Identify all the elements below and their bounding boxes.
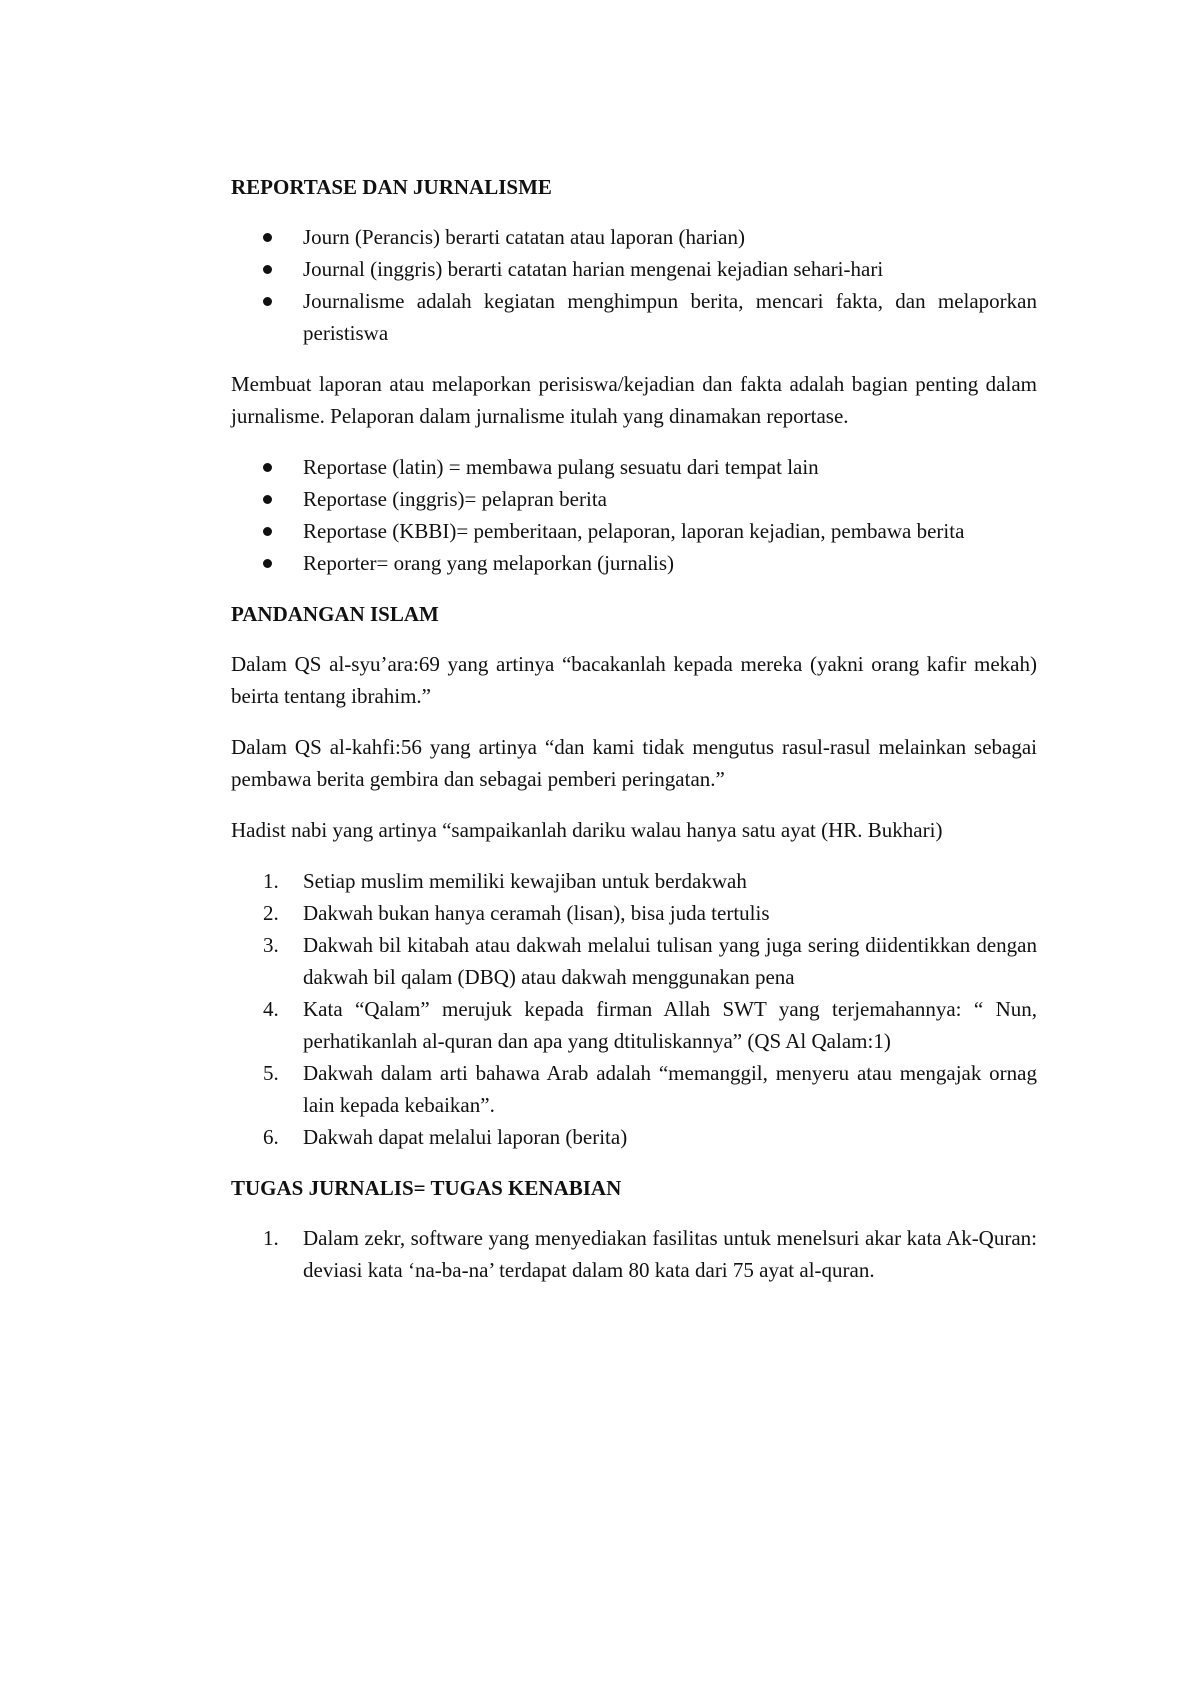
list-item: Reportase (inggris)= pelapran berita: [303, 483, 1037, 515]
bullet-icon: [263, 559, 272, 568]
paragraph-qs-syuara: Dalam QS al-syu’ara:69 yang artinya “bacakanlah kepada mereka (yakni orang kafir mekah) beirta tentang ibrahim.”: [231, 652, 1037, 708]
bullet-icon: [263, 233, 272, 242]
list-item: Reporter= orang yang melaporkan (jurnalis): [303, 547, 1037, 579]
list-item: Journ (Perancis) berarti catatan atau laporan (harian): [303, 221, 1037, 253]
list-item: Reportase (KBBI)= pemberitaan, pelaporan, laporan kejadian, pembawa berita: [303, 515, 1037, 547]
list-item: Reportase (latin) = membawa pulang sesuatu dari tempat lain: [303, 451, 1037, 483]
bullet-list-reportase-terms: [231, 451, 1037, 579]
paragraph-qs-kahfi: Dalam QS al-kahfi:56 yang artinya “dan kami tidak mengutus rasul-rasul melainkan sebagai pembawa berita gembira dan sebagai pemberi peringatan.”: [231, 735, 1037, 791]
list-item: Journalisme adalah kegiatan menghimpun berita, mencari fakta, dan melaporkan peristiswa: [303, 285, 1037, 349]
list-item: 1. Dalam zekr, software yang menyediakan fasilitas untuk menelsuri akar kata Ak-Quran: deviasi kata ‘na-ba-na’ terdapat dalam 80 kata dari 75 ayat al-quran.: [263, 1226, 1037, 1282]
list-item: 5. Dakwah dalam arti bahawa Arab adalah “memanggil, menyeru atau mengajak ornag lain kepada kebaikan”.: [263, 1061, 1037, 1117]
bullet-icon: [263, 297, 272, 306]
bullet-list-journalism-terms: [231, 221, 1037, 349]
list-item: Journal (inggris) berarti catatan harian mengenai kejadian sehari-hari: [303, 253, 1037, 285]
list-item: 6. Dakwah dapat melalui laporan (berita): [263, 1125, 628, 1149]
paragraph-hadist: Hadist nabi yang artinya “sampaikanlah dariku walau hanya satu ayat (HR. Bukhari): [231, 818, 943, 842]
numbered-list-tugas: [231, 1222, 1037, 1286]
section-title-reportase: REPORTASE DAN JURNALISME: [231, 175, 552, 199]
document-content: [231, 171, 1037, 1305]
bullet-icon: [263, 495, 272, 504]
section-title-pandangan-islam: PANDANGAN ISLAM: [231, 602, 439, 626]
section-title-tugas-jurnalis: TUGAS JURNALIS= TUGAS KENABIAN: [231, 1176, 622, 1200]
bullet-icon: [263, 463, 272, 472]
list-item: 4. Kata “Qalam” merujuk kepada firman Allah SWT yang terjemahannya: “ Nun, perhatikanlah al-quran dan apa yang dtituliskannya” (QS Al Qalam:1): [263, 997, 1037, 1053]
list-item: 1. Setiap muslim memiliki kewajiban untuk berdakwah: [263, 869, 747, 893]
bullet-icon: [263, 527, 272, 536]
paragraph-reportase-definition: Membuat laporan atau melaporkan perisiswa/kejadian dan fakta adalah bagian penting dalam jurnalisme. Pelaporan dalam jurnalisme itulah yang dinamakan reportase.: [231, 372, 1037, 428]
numbered-list-dakwah: [231, 865, 1037, 1153]
list-item: 3. Dakwah bil kitabah atau dakwah melalui tulisan yang juga sering diidentikkan dengan dakwah bil qalam (DBQ) atau dakwah menggunakan pena: [263, 933, 1037, 989]
list-item: 2. Dakwah bukan hanya ceramah (lisan), bisa juda tertulis: [263, 901, 770, 925]
bullet-icon: [263, 265, 272, 274]
